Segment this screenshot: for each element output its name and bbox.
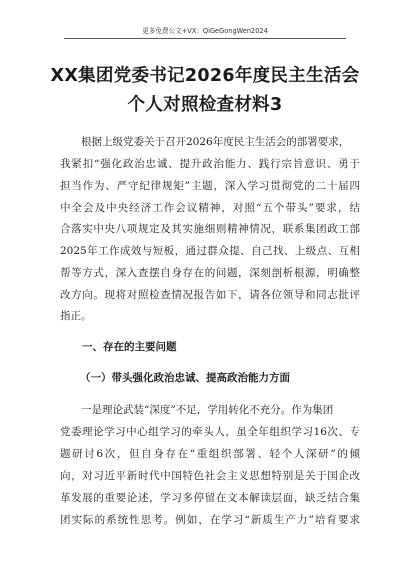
body-line: 团实际的系统性思考。例如，在学习“新质生产力”培育要求 [60, 514, 360, 526]
subsection-heading: （一）带头强化政治忠诚、提高政治能力方面 [80, 372, 290, 384]
header-rule [64, 38, 346, 39]
document-title-line-2: 个人对照检查材料3 [127, 95, 283, 115]
body-line: 一是理论武装“深度”不足，学用转化不充分。作为集团 [81, 404, 334, 416]
intro-line: 2025年工作成效与短板，通过群众提、自己找、上级点、互相 [60, 245, 360, 257]
intro-line: 改方向。现将对照检查情况报告如下，请各位领导和同志批评 [60, 289, 360, 301]
document-title-line-1: XX集团党委书记2026年度民主生活会 [50, 66, 360, 86]
body-line: 题研讨6次，但自身存在“重组织部署、轻个人深研”的倾 [60, 448, 360, 460]
intro-line: 中全会及中央经济工作会议精神，对照“五个带头”要求，结 [60, 202, 360, 214]
intro-line: 根据上级党委关于召开2026年度民主生活会的部署要求， [81, 136, 350, 148]
header-note: 更多免费公文+VX：QiGeGongWen2024 [142, 27, 268, 35]
body-line: 革发展的重要论述，学习多停留在文本解读层面，缺乏结合集 [60, 492, 360, 504]
intro-line: 合落实中央八项规定及其实施细则精神情况，联系集团政工部 [60, 223, 360, 235]
intro-line: 指正。 [60, 310, 92, 322]
body-line: 党委理论学习中心组学习的牵头人，虽全年组织学习16次、专 [60, 426, 360, 438]
intro-line: 帮等方式，深入查摆自身存在的问题，深刻剖析根源，明确整 [60, 267, 360, 279]
section-heading: 一、存在的主要问题 [82, 341, 177, 353]
body-line: 向，对习近平新时代中国特色社会主义思想特别是关于国企改 [60, 470, 360, 482]
intro-line: 担当作为、严守纪律规矩”主题，深入学习贯彻党的二十届四 [60, 180, 360, 192]
intro-line: 我紧扣“强化政治忠诚、提升政治能力、践行宗旨意识、勇于 [60, 158, 360, 170]
